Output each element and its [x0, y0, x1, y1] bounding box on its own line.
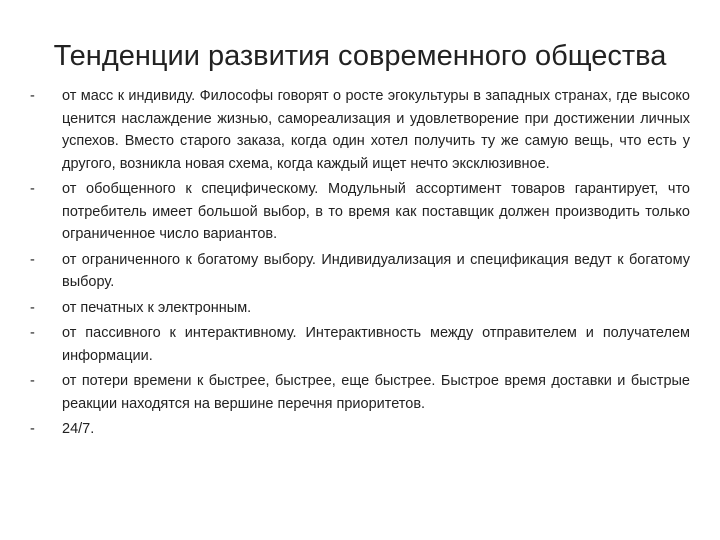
bullet-dash: - — [30, 373, 35, 389]
list-item — [26, 178, 690, 246]
list-item-text: от обобщенного к специфическому. Модульный ассортимент товаров гарантирует, что потребитель имеет большой выбор, в то время как поставщик должен производить только ограниченное число вариантов. — [62, 181, 690, 242]
list-item — [26, 322, 690, 367]
bullet-dash: - — [30, 88, 35, 104]
bullet-dash: - — [30, 251, 35, 268]
bullet-list — [26, 85, 690, 444]
list-item-text: от масс к индивиду. Философы говорят о росте эгокультуры в западных странах, где высоко ценится наслаждение жизнью, самореализация и удовлетворение при достижении личных успехов. Вместо старого заказа, когда один хотел получить ту же самую вещь, что есть у другого, возникла новая схема, когда каждый ищет нечто эксклюзивное. — [62, 88, 690, 172]
bullet-dash: - — [30, 325, 35, 341]
list-item — [26, 85, 690, 175]
list-item-text: от печатных к электронным. — [62, 299, 252, 316]
list-item — [26, 297, 690, 320]
bullet-dash: - — [30, 181, 35, 197]
list-item — [26, 418, 690, 441]
list-item-text: 24/7. — [62, 421, 95, 437]
bullet-dash: - — [30, 421, 35, 437]
list-item — [26, 370, 690, 415]
slide-title: Тенденции развития современного общества — [53, 40, 667, 72]
list-item-text: от пассивного к интерактивному. Интерактивность между отправителем и получателем информации. — [62, 325, 690, 364]
list-item-text: от ограниченного к богатому выбору. Индивидуализация и спецификация ведут к богатому выбору. — [62, 251, 690, 290]
list-item — [26, 249, 690, 294]
bullet-dash: - — [30, 299, 35, 316]
list-item-text: от потери времени к быстрее, быстрее, еще быстрее. Быстрое время доставки и быстрые реакции находятся на вершине перечня приоритетов. — [62, 373, 690, 412]
